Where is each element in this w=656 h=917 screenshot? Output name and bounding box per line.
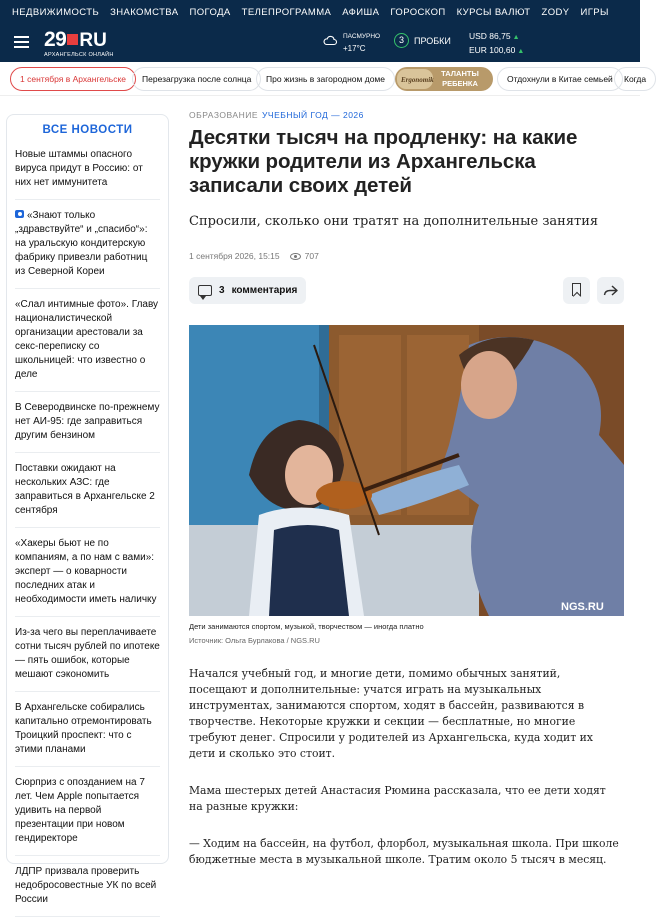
comments-button[interactable] xyxy=(189,277,306,304)
article-subtitle: Спросили, сколько они тратят на дополнительные занятия xyxy=(189,214,599,229)
news-item[interactable]: ЛДПР призвала проверить недобросовестные УК по всей России xyxy=(15,865,160,917)
article-title: Десятки тысяч на продленку: на какие кружки родители из Архангельска записали своих детей xyxy=(189,126,578,197)
photo-source: Источник: Ольга Бурлакова / NGS.RU xyxy=(189,636,320,645)
comments-count: 3 xyxy=(219,285,225,296)
tag-item[interactable]: Про жизнь в загородном доме xyxy=(256,67,395,91)
arrow-up-icon: ▲ xyxy=(512,34,520,41)
photo-illustration xyxy=(189,325,624,616)
logo-subtitle: АРХАНГЕЛЬСК ОНЛАЙН xyxy=(44,52,114,58)
nav-horoscope[interactable]: ГОРОСКОП xyxy=(390,6,446,18)
nav-dating[interactable]: ЗНАКОМСТВА xyxy=(110,6,179,18)
photo-watermark: NGS.RU xyxy=(561,601,604,613)
article-paragraph: Мама шестерых детей Анастасия Рюмина рассказала, что ее дети ходят на разные кружки: xyxy=(189,784,606,813)
nav-currency[interactable]: КУРСЫ ВАЛЮТ xyxy=(456,6,531,18)
article-rubric xyxy=(189,110,629,120)
news-item[interactable]: «Хакеры бьют не по компаниям, а по нам с вами»: эксперт — о коварности последних атак и необходимости иметь наличку xyxy=(15,537,160,617)
logo-dot-icon xyxy=(67,34,78,45)
rubric-tag[interactable]: УЧЕБНЫЙ ГОД — 2026 xyxy=(262,110,364,120)
eye-icon xyxy=(290,253,301,260)
news-item[interactable]: «Слал интимные фото». Главу националистической организации арестовали за секс-переписку со школьницей: что известно о деле xyxy=(15,298,160,392)
logo-number: 29 xyxy=(44,28,67,51)
news-item[interactable]: Поставки ожидают на нескольких АЗС: где заправиться в Архангельске 2 сентября xyxy=(15,462,160,528)
currency-rates[interactable] xyxy=(469,30,524,58)
eur-rate: EUR 100,60 xyxy=(469,45,516,55)
tag-promo[interactable] xyxy=(395,67,493,91)
article xyxy=(189,110,629,866)
share-button[interactable] xyxy=(597,277,624,304)
comments-label: комментария xyxy=(231,285,298,296)
weather-temp: +17°C xyxy=(343,44,366,53)
article-photo xyxy=(189,325,624,616)
article-meta xyxy=(189,251,319,261)
news-item[interactable]: В Северодвинске по-прежнему нет АИ-95: где заправиться другим бензином xyxy=(15,401,160,453)
comment-icon xyxy=(198,285,212,296)
article-paragraph: Начался учебный год, и многие дети, помимо обычных занятий, посещают и дополнительные: учатся играть на музыкальных инструментах, занимаются спортом, ходят в бассейн, развиваются в творчестве. Некоторые кружки и секции — бесплатные, но многие требуют денег. Спросили у родителей из Архангельска, куда ходит их дети и сколько это стоит. xyxy=(189,667,593,760)
cloud-icon xyxy=(323,35,337,45)
tag-item[interactable]: 1 сентября в Архангельске xyxy=(10,67,136,91)
topic-tags xyxy=(0,62,647,96)
usd-rate: USD 86,75 xyxy=(469,31,511,41)
tag-item[interactable]: Когда xyxy=(614,67,656,91)
camera-icon xyxy=(15,210,24,218)
tag-promo-label: ТАЛАНТЫ РЕБЕНКА xyxy=(441,69,479,88)
menu-icon[interactable] xyxy=(14,36,29,48)
news-sidebar xyxy=(6,114,169,905)
news-item[interactable] xyxy=(15,209,160,289)
site-logo[interactable] xyxy=(44,28,114,58)
article-paragraph: — Ходим на бассейн, на футбол, флорбол, музыкальная школа. При школе бюджетные места в музыкальной школе. Тратим около 5 тысяч в месяц. xyxy=(189,837,619,866)
nav-realty[interactable]: НЕДВИЖИМОСТЬ xyxy=(12,6,100,18)
article-date: 1 сентября 2026, 15:15 xyxy=(189,251,280,261)
site-header xyxy=(0,24,640,62)
nav-tv[interactable]: ТЕЛЕПРОГРАММА xyxy=(241,6,332,18)
nav-games[interactable]: ИГРЫ xyxy=(580,6,609,18)
news-item[interactable]: В Архангельске собирались капитально отремонтировать Троицкий проспект: что с этими планами xyxy=(15,701,160,767)
promo-logo-text: Ergonomik xyxy=(401,76,434,84)
traffic-label: ПРОБКИ xyxy=(414,35,451,46)
nav-weather[interactable]: ПОГОДА xyxy=(189,6,231,18)
top-nav xyxy=(0,0,640,24)
bookmark-icon xyxy=(572,283,581,296)
article-body xyxy=(189,666,619,889)
news-item[interactable]: Сюрприз с опозданием на 7 лет. Чем Apple попытается удивить на первой презентации при новом гендиректоре xyxy=(15,776,160,856)
bookmark-button[interactable] xyxy=(563,277,590,304)
traffic-level: 3 xyxy=(394,33,409,48)
photo-caption: Дети занимаются спортом, музыкой, творчеством — иногда платно xyxy=(189,622,424,631)
news-item[interactable]: Новые штаммы опасного вируса придут в Россию: от них нет иммунитета xyxy=(15,148,160,200)
traffic-widget[interactable] xyxy=(394,33,451,48)
tag-item[interactable]: Перезагрузка после солнца xyxy=(132,67,261,91)
news-item[interactable]: Из-за чего вы переплачиваете сотни тысяч рублей по ипотеке — пять ошибок, которые мешают сэкономить xyxy=(15,626,160,692)
nav-afisha[interactable]: АФИША xyxy=(342,6,380,18)
nav-zody[interactable]: ZODY xyxy=(541,6,570,18)
share-icon xyxy=(603,285,618,296)
promo-logo-icon xyxy=(397,69,433,89)
logo-ru: RU xyxy=(79,30,107,51)
sidebar-title[interactable]: ВСЕ НОВОСТИ xyxy=(42,124,133,136)
news-item-text: «Знают только „здравствуйте“ и „спасибо“»: на уральскую кондитерскую фабрику привезли работниц из Северной Кореи xyxy=(15,210,148,277)
views-count: 707 xyxy=(290,251,319,261)
rubric-label[interactable]: ОБРАЗОВАНИЕ xyxy=(189,110,258,120)
weather-condition: ПАСМУРНО xyxy=(343,33,381,40)
arrow-up-icon: ▲ xyxy=(517,48,525,55)
tag-item[interactable]: Отдохнули в Китае семьей xyxy=(497,67,623,91)
